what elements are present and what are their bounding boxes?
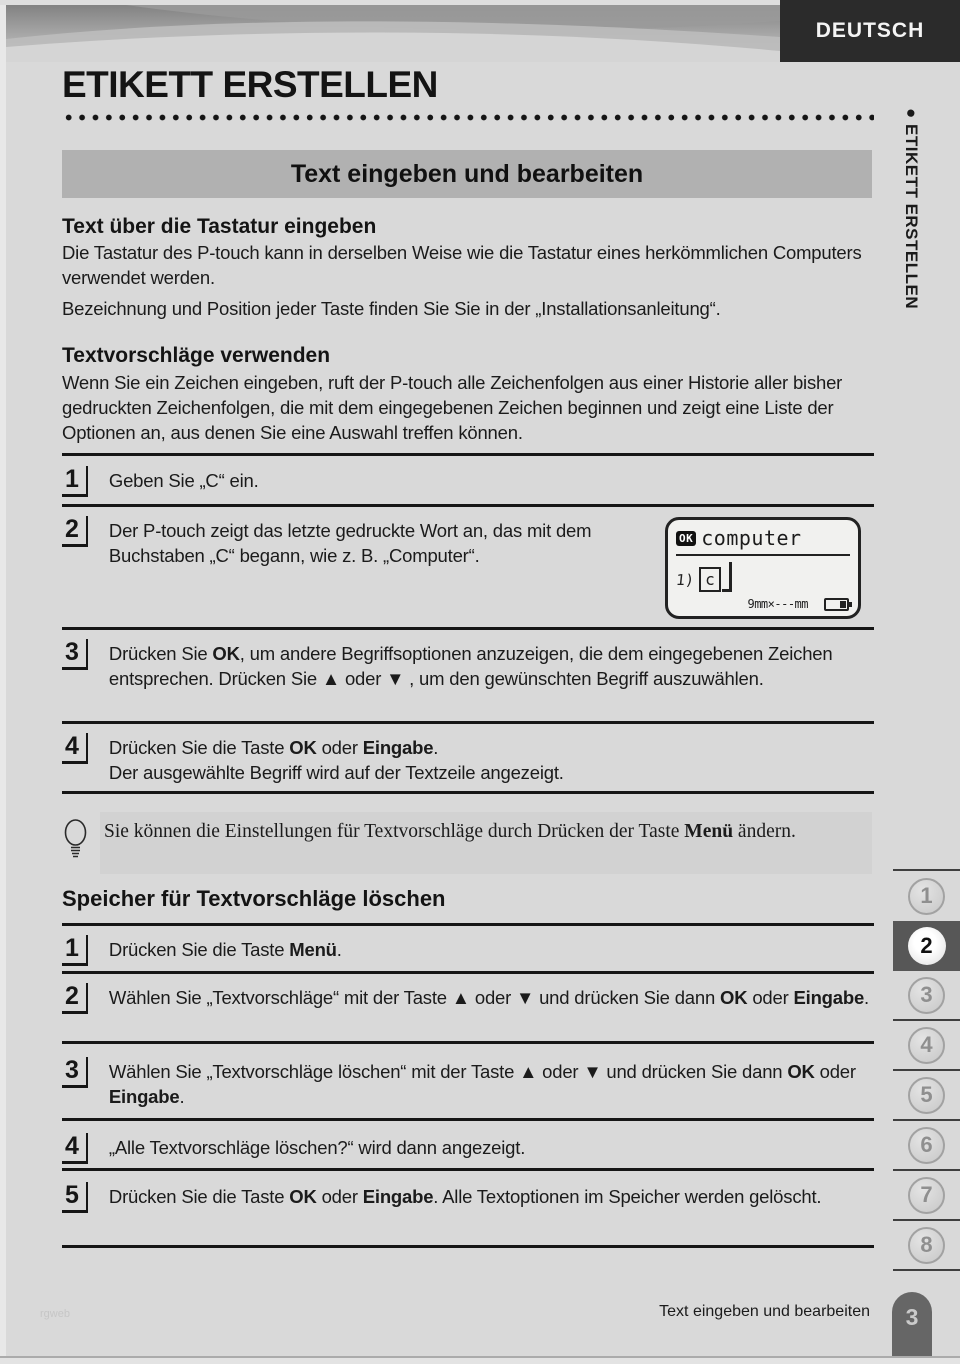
step-text: Drücken Sie die Taste Menü. [108,939,342,960]
scan-edge-top [0,0,780,5]
battery-icon [824,598,849,611]
step-number: 2 [62,983,88,1014]
divider [62,971,874,974]
step-row [62,935,874,966]
step-text: Wählen Sie „Textvorschläge löschen“ mit der Taste ▲ oder ▼ und drücken Sie dann OK oder Eingabe. [108,1061,856,1107]
sidebar-tab-7: 7 [893,1171,960,1221]
bullet-icon: ● [902,108,921,119]
divider [62,627,874,630]
divider [62,1118,874,1121]
watermark: rgweb [40,1308,70,1320]
step-number: 5 [62,1182,88,1213]
step-number: 3 [62,1057,88,1088]
step-text: Drücken Sie OK, um andere Begriffsoptionen anzuzeigen, die dem eingegebenen Zeichen entsprechen. Drücken Sie ▲ oder ▼ , um den gewünschten Begriff auszuwählen. [108,643,833,689]
sidebar-tab-6: 6 [893,1121,960,1171]
line-number-icon: 1) [675,570,696,589]
sidebar-tab-2-active: 2 [893,921,960,971]
lcd-suggested-word: computer [701,526,802,550]
sidebar-tab-5: 5 [893,1071,960,1121]
step-text: Wählen Sie „Textvorschläge“ mit der Taste ▲ oder ▼ und drücken Sie dann OK oder Eingabe. [108,987,869,1008]
paragraph: Bezeichnung und Position jeder Taste finden Sie Sie in der „Installationsanleitung“. [62,298,721,319]
step-row [62,639,874,691]
subsection-heading-suggestions: Textvorschläge verwenden [62,344,331,367]
divider [62,504,874,507]
step-number: 4 [62,733,88,764]
page-number-tab [892,1292,932,1364]
divider [62,923,874,926]
step-text: Drücken Sie die Taste OK oder Eingabe. Alle Textoptionen im Speicher werden gelöscht. [108,1186,822,1207]
paragraph: Wenn Sie ein Zeichen eingeben, ruft der P-touch alle Zeichenfolgen aus einer Historie aller bisher gedruckten Zeichenfolgen, die mit dem eingegebenen Zeichen beginnen und zeigt eine Liste der Optionen an, aus denen Sie eine Auswahl treffen können. [62,372,843,443]
dotted-separator [62,113,874,122]
step-row [62,983,874,1014]
scan-edge-bottom [0,1356,960,1364]
divider [62,721,874,724]
language-tab-label: DEUTSCH [815,19,925,42]
footer-caption: Text eingeben und bearbeiten [659,1303,870,1320]
sidebar-chapter-label: ● ETIKETT ERSTELLEN [902,108,921,310]
sidebar-tab-8: 8 [893,1221,960,1271]
tape-size-indicator: 9mm×---mm [747,597,808,611]
step-row [62,1133,874,1164]
divider [62,453,874,456]
banner-swoosh-graphic [6,5,780,62]
ok-key-icon: OK [676,531,696,546]
sidebar-tab-3: 3 [893,971,960,1021]
divider [62,1245,874,1248]
lcd-entered-char: c [699,567,721,592]
step-number: 4 [62,1133,88,1164]
step-number: 3 [62,639,88,670]
step-text: Geben Sie „C“ ein. [108,470,259,491]
lcd-suggestion-row [676,526,850,556]
step-number: 2 [62,516,88,547]
sidebar-tab-4: 4 [893,1021,960,1071]
sidebar-tab-1: 1 [893,871,960,921]
subsection-heading-clear-memory: Speicher für Textvorschläge löschen [62,886,446,911]
step-text: „Alle Textvorschläge löschen?“ wird dann angezeigt. [108,1137,526,1158]
lightbulb-icon [62,818,89,867]
step-row [62,733,874,785]
lcd-display [665,517,861,619]
divider [62,1041,874,1044]
section-banner [62,150,872,198]
step-number: 1 [62,935,88,966]
lcd-status-row [747,597,849,611]
page-number: 3 [905,1304,919,1330]
step-text: Drücken Sie die Taste OK oder Eingabe. Der ausgewählte Begriff wird auf der Textzeile angezeigt. [108,737,564,783]
lcd-text-row [676,567,850,592]
step-number: 1 [62,466,88,497]
page-title: ETIKETT ERSTELLEN [62,64,438,105]
divider [62,1168,874,1171]
step-row [62,466,874,497]
sidebar-chapter-tabs [893,869,960,1271]
step-text: Der P-touch zeigt das letzte gedruckte Wort an, das mit dem Buchstaben „C“ begann, wie z. B. „Computer“. [108,520,592,566]
step-row [62,1057,874,1109]
header-gradient-banner [6,5,780,62]
paragraph: Die Tastatur des P-touch kann in derselben Weise wie die Tastatur eines herkömmlichen Computers verwendet werden. [62,242,862,288]
step-row [62,1182,874,1213]
subsection-heading-keyboard: Text über die Tastatur eingeben [62,215,377,238]
note-text: Sie können die Einstellungen für Textvorschläge durch Drücken der Taste Menü ändern. [104,821,796,842]
language-tab [780,0,960,62]
lcd-cursor-icon [722,562,732,592]
scan-edge-left [0,0,6,1364]
section-banner-label: Text eingeben und bearbeiten [290,159,644,188]
divider [62,791,874,794]
